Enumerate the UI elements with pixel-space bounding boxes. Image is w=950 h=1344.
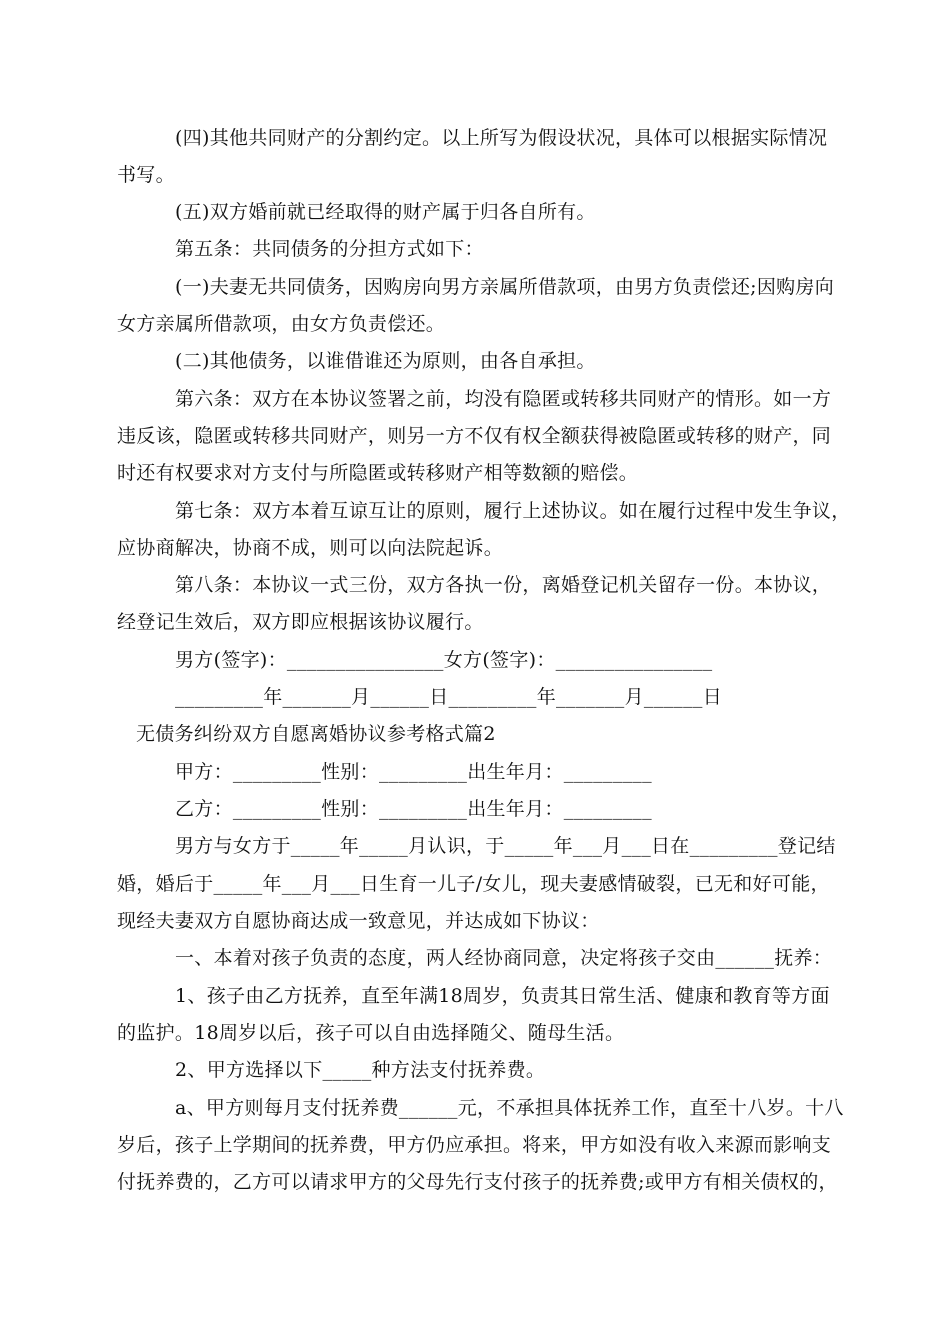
paragraph-line: (一)夫妻无共同债务，因购房向男方亲属所借款项，由男方负责偿还;因购房向 [175, 276, 835, 298]
paragraph-line: (二)其他债务，以谁借谁还为原则，由各自承担。 [175, 350, 596, 372]
paragraph-line: 现经夫妻双方自愿协商达成一致意见，并达成如下协议： [117, 910, 600, 932]
article-heading: 第五条：共同债务的分担方式如下： [175, 238, 484, 260]
paragraph-line: 违反该，隐匿或转移共同财产，则另一方不仅有权全额获得被隐匿或转移的财产，同 [117, 425, 832, 447]
party-b-line: 乙方：_________性别：_________出生年月：_________ [175, 798, 652, 820]
paragraph-line: (四)其他共同财产的分割约定。以上所写为假设状况，具体可以根据实际情况 [175, 127, 828, 149]
section-title: 无债务纠纷双方自愿离婚协议参考格式篇2 [136, 723, 496, 745]
paragraph-line: 2、甲方选择以下_____种方法支付抚养费。 [175, 1059, 546, 1081]
paragraph-line: 岁后，孩子上学期间的抚养费，甲方仍应承担。将来，甲方如没有收入来源而影响支 [117, 1134, 832, 1156]
paragraph-line: 应协商解决，协商不成，则可以向法院起诉。 [117, 537, 504, 559]
paragraph-line: 经登记生效后，双方即应根据该协议履行。 [117, 611, 484, 633]
signature-line: 男方(签字)：________________女方(签字)：________________ [175, 649, 713, 671]
paragraph-line: 书写。 [117, 164, 175, 186]
paragraph-line: a、甲方则每月支付抚养费______元，不承担具体抚养工作，直至十八岁。十八 [175, 1097, 844, 1119]
paragraph-line: 女方亲属所借款项，由女方负责偿还。 [117, 313, 446, 335]
date-line: _________年_______月______日_________年_______月______日 [175, 686, 722, 708]
paragraph-line: 一、本着对孩子负责的态度，两人经协商同意，决定将孩子交由______抚养： [175, 947, 833, 969]
paragraph-line: 付抚养费的，乙方可以请求甲方的父母先行支付孩子的抚养费;或甲方有相关债权的， [117, 1171, 838, 1193]
paragraph-line: 时还有权要求对方支付与所隐匿或转移财产相等数额的赔偿。 [117, 462, 639, 484]
paragraph-line: 男方与女方于_____年_____月认识，于_____年___月___日在_________登记结 [175, 835, 836, 857]
paragraph-line: 1、孩子由乙方抚养，直至年满18周岁，负责其日常生活、健康和教育等方面 [175, 985, 830, 1007]
paragraph-line: (五)双方婚前就已经取得的财产属于归各自所有。 [175, 201, 596, 223]
party-a-line: 甲方：_________性别：_________出生年月：_________ [175, 761, 652, 783]
paragraph-line: 的监护。18周岁以后，孩子可以自由选择随父、随母生活。 [117, 1022, 625, 1044]
paragraph-line: 第八条：本协议一式三份，双方各执一份，离婚登记机关留存一份。本协议， [175, 574, 832, 596]
paragraph-line: 婚，婚后于_____年___月___日生育一儿子/女儿，现夫妻感情破裂，已无和好可能， [117, 873, 830, 895]
paragraph-line: 第七条：双方本着互谅互让的原则，履行上述协议。如在履行过程中发生争议， [175, 500, 851, 522]
paragraph-line: 第六条：双方在本协议签署之前，均没有隐匿或转移共同财产的情形。如一方 [175, 388, 832, 410]
